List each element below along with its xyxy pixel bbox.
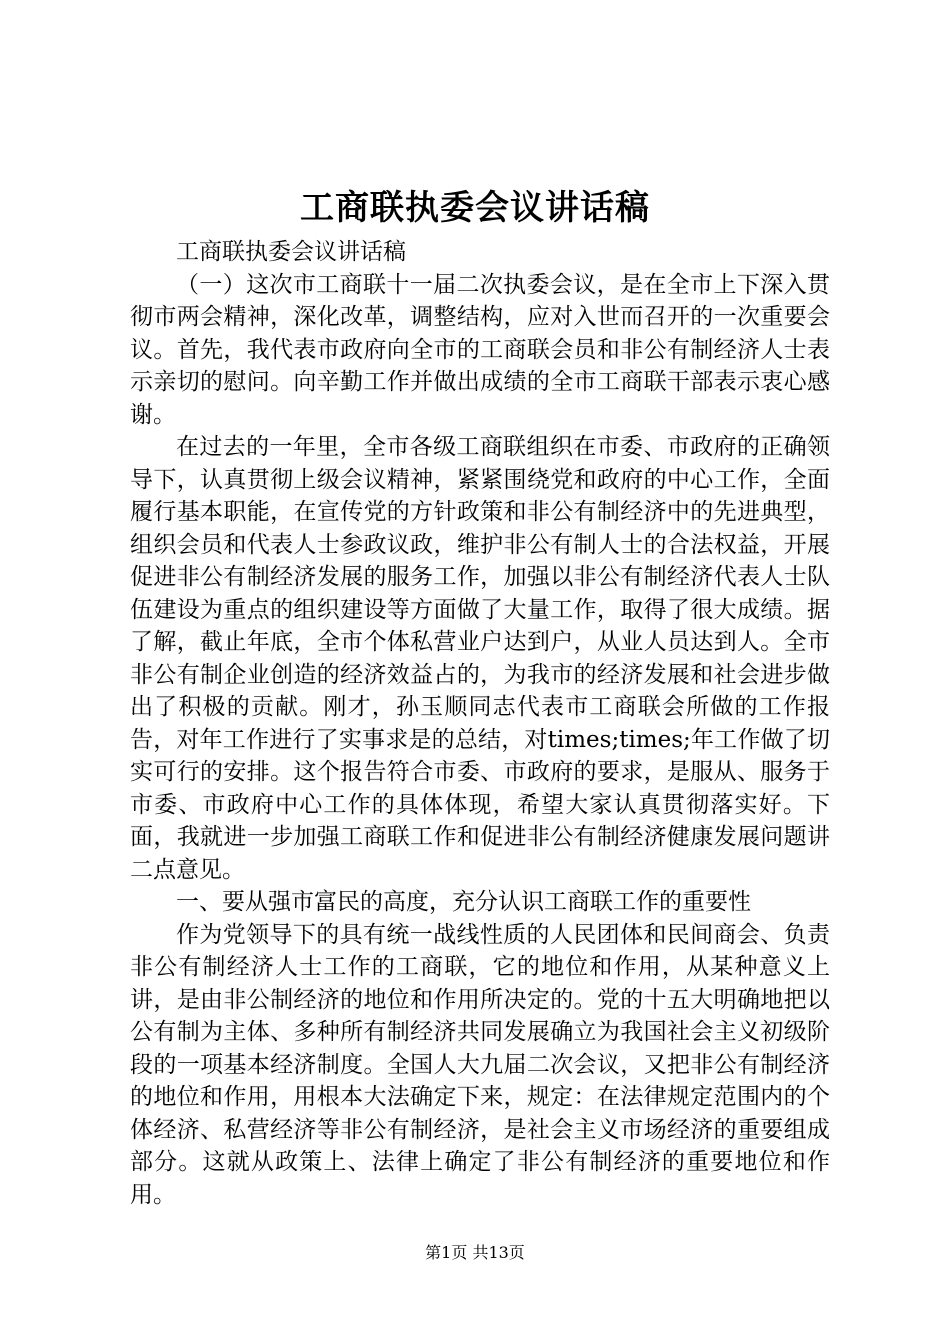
paragraph-past-year: 在过去的一年里，全市各级工商联组织在市委、市政府的正确领导下，认真贯彻上级会议精神，紧紧围绕党和政府的中心工作，全面履行基本职能，在宣传党的方针政策和非公有制经济中的先进典型，组织会员和代表人士参政议政，维护非公有制人士的合法权益，开展促进非公有制经济发展的服务工作，加强以非公有制经济代表人士队伍建设为重点的组织建设等方面做了大量工作，取得了很大成绩。据了解，截止年底，全市个体私营业户达到户，从业人员达到人。全市非公有制企业创造的经济效益占的，为我市的经济发展和社会进步做出了积极的贡献。刚才，孙玉顺同志代表市工商联会所做的工作报告，对年工作进行了实事求是的总结，对times;times;年工作做了切实可行的安排。这个报告符合市委、市政府的要求，是服从、服务于市委、市政府中心工作的具体体现，希望大家认真贯彻落实好。下面，我就进一步加强工商联工作和促进非公有制经济健康发展问题讲二点意见。 <box>130 434 830 883</box>
paragraph-role: 作为党领导下的具有统一战线性质的人民团体和民间商会、负责非公有制经济人士工作的工商联，它的地位和作用，从某种意义上讲，是由非公制经济的地位和作用所决定的。党的十五大明确地把以公有制为主体、多种所有制经济共同发展确立为我国社会主义初级阶段的一项基本经济制度。全国人大九届二次会议，又把非公有制经济的地位和作用，用根本大法确定下来，规定：在法律规定范围内的个体经济、私营经济等非公有制经济，是社会主义市场经济的重要组成部分。这就从政策上、法律上确定了非公有制经济的重要地位和作用。 <box>130 921 830 1208</box>
document-title: 工商联执委会议讲话稿 <box>300 188 650 228</box>
section-heading-1: 一、要从强市富民的高度，充分认识工商联工作的重要性 <box>176 889 751 915</box>
paragraph-intro: （一）这次市工商联十一届二次执委会议，是在全市上下深入贯彻市两会精神，深化改革，调整结构，应对入世而召开的一次重要会议。首先，我代表市政府向全市的工商联会员和非公有制经济人士表示亲切的慰问。向辛勤工作并做出成绩的全市工商联干部表示衷心感谢。 <box>130 271 830 428</box>
page-footer: 第1页 共13页 <box>425 1243 525 1262</box>
document-body <box>130 236 830 1211</box>
paragraph-subtitle: 工商联执委会议讲话稿 <box>176 239 406 265</box>
